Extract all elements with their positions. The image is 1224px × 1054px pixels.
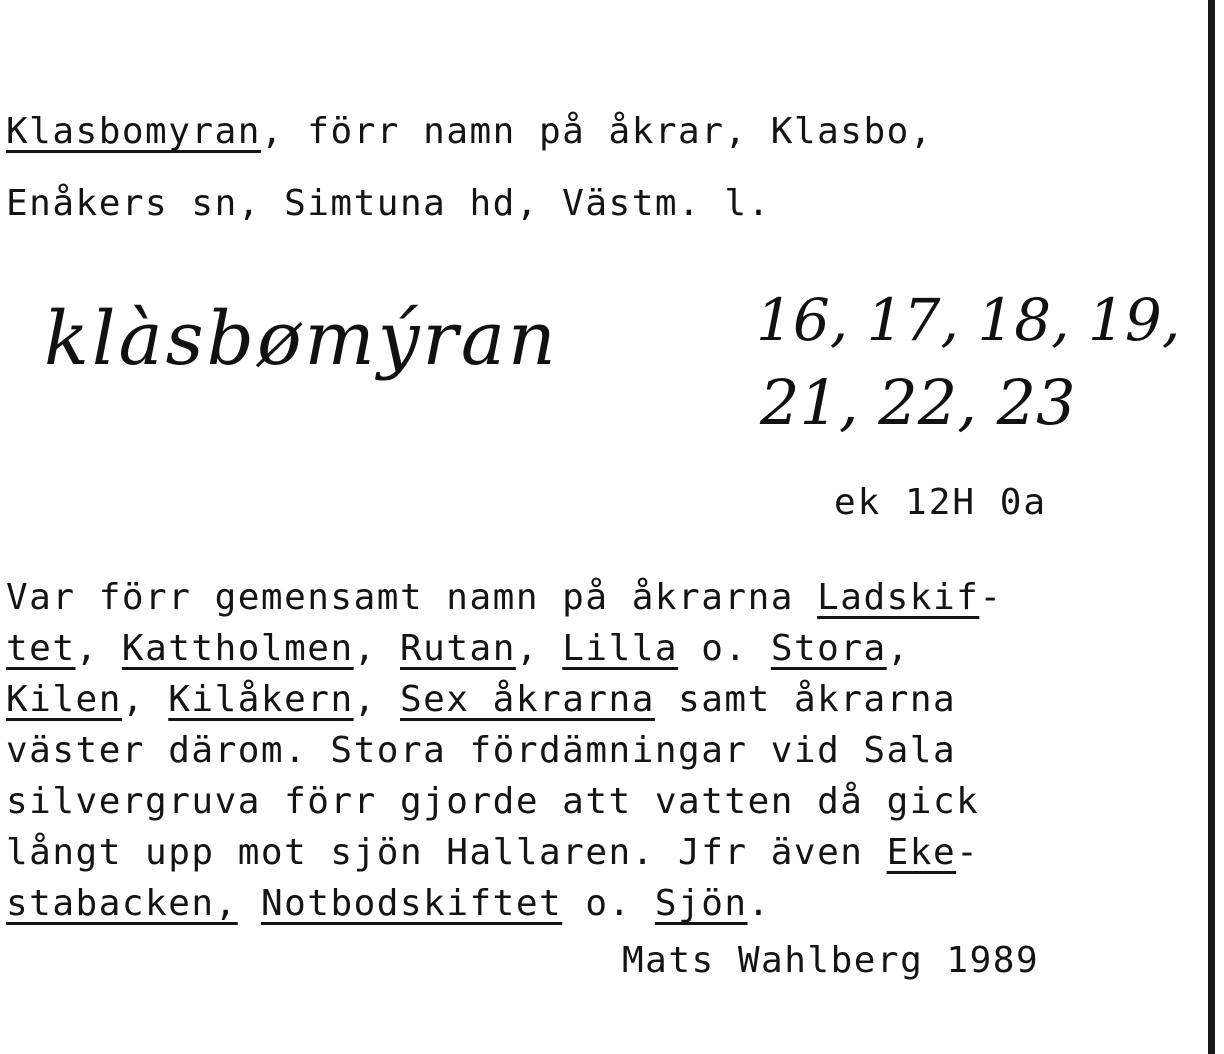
body-line <box>6 576 1003 620</box>
body-text-segment: , <box>353 679 400 720</box>
place-name-reference: stabacken, <box>6 883 238 924</box>
header-line-1 <box>6 110 933 154</box>
place-name-reference: Kattholmen <box>121 628 354 669</box>
place-name-reference: Rutan <box>400 628 516 669</box>
header-line-1-rest: , förr namn på åkrar, Klasbo, <box>260 111 933 152</box>
headword: Klasbomyran <box>6 111 261 152</box>
place-name-reference: Sjön <box>654 883 748 924</box>
body-text-segment: , <box>886 628 910 669</box>
signature: Mats Wahlberg 1989 <box>622 940 1040 981</box>
place-name-reference: Eke <box>886 832 957 873</box>
handwritten-name: klàsbømýran <box>44 296 559 382</box>
place-name-reference: Lilla <box>562 628 679 669</box>
body-text-segment: , <box>515 628 563 669</box>
body-line <box>6 627 910 671</box>
body-text-segment: , <box>353 628 400 669</box>
body-text-segment: o. <box>562 883 655 924</box>
body-text-segment: väster därom. Stora fördämningar vid Sala <box>6 730 957 771</box>
handwritten-numbers-line-1: 16, 17, 18, 19, <box>756 286 1181 354</box>
header-line-2: Enåkers sn, Simtuna hd, Västm. l. <box>6 183 771 224</box>
body-text-segment: - <box>956 832 980 873</box>
body-text-segment: o. <box>678 628 771 669</box>
body-line <box>6 831 979 875</box>
body-text-segment: Var förr gemensamt namn på åkrarna <box>6 577 818 618</box>
body-text-segment: långt upp mot sjön Hallaren. Jfr även <box>6 832 887 873</box>
place-name-reference: Notbodskiftet <box>260 883 563 924</box>
body-text-segment: samt åkrarna <box>654 679 957 720</box>
place-name-reference: Ladskif <box>817 577 980 618</box>
place-name-reference: Kilen <box>6 679 122 720</box>
body-line <box>6 882 771 926</box>
body-line <box>6 729 956 773</box>
body-text-segment: - <box>979 577 1003 618</box>
map-code: ek 12H 0a <box>834 482 1048 523</box>
body-line <box>6 678 956 722</box>
body-line <box>6 780 979 824</box>
body-text-segment: , <box>75 628 122 669</box>
place-name-reference: Stora <box>770 628 887 669</box>
body-text-segment: , <box>121 679 169 720</box>
handwritten-numbers-line-2: 21, 22, 23 <box>760 366 1076 439</box>
body-text-segment: . <box>747 883 771 924</box>
body-text-segment <box>238 883 261 924</box>
place-name-reference: tet <box>6 628 76 669</box>
place-name-reference: Kilåkern <box>168 679 354 720</box>
body-text-segment: silvergruva förr gjorde att vatten då gick <box>6 781 980 822</box>
place-name-reference: Sex åkrarna <box>399 679 655 720</box>
card-right-edge <box>1208 0 1215 1054</box>
